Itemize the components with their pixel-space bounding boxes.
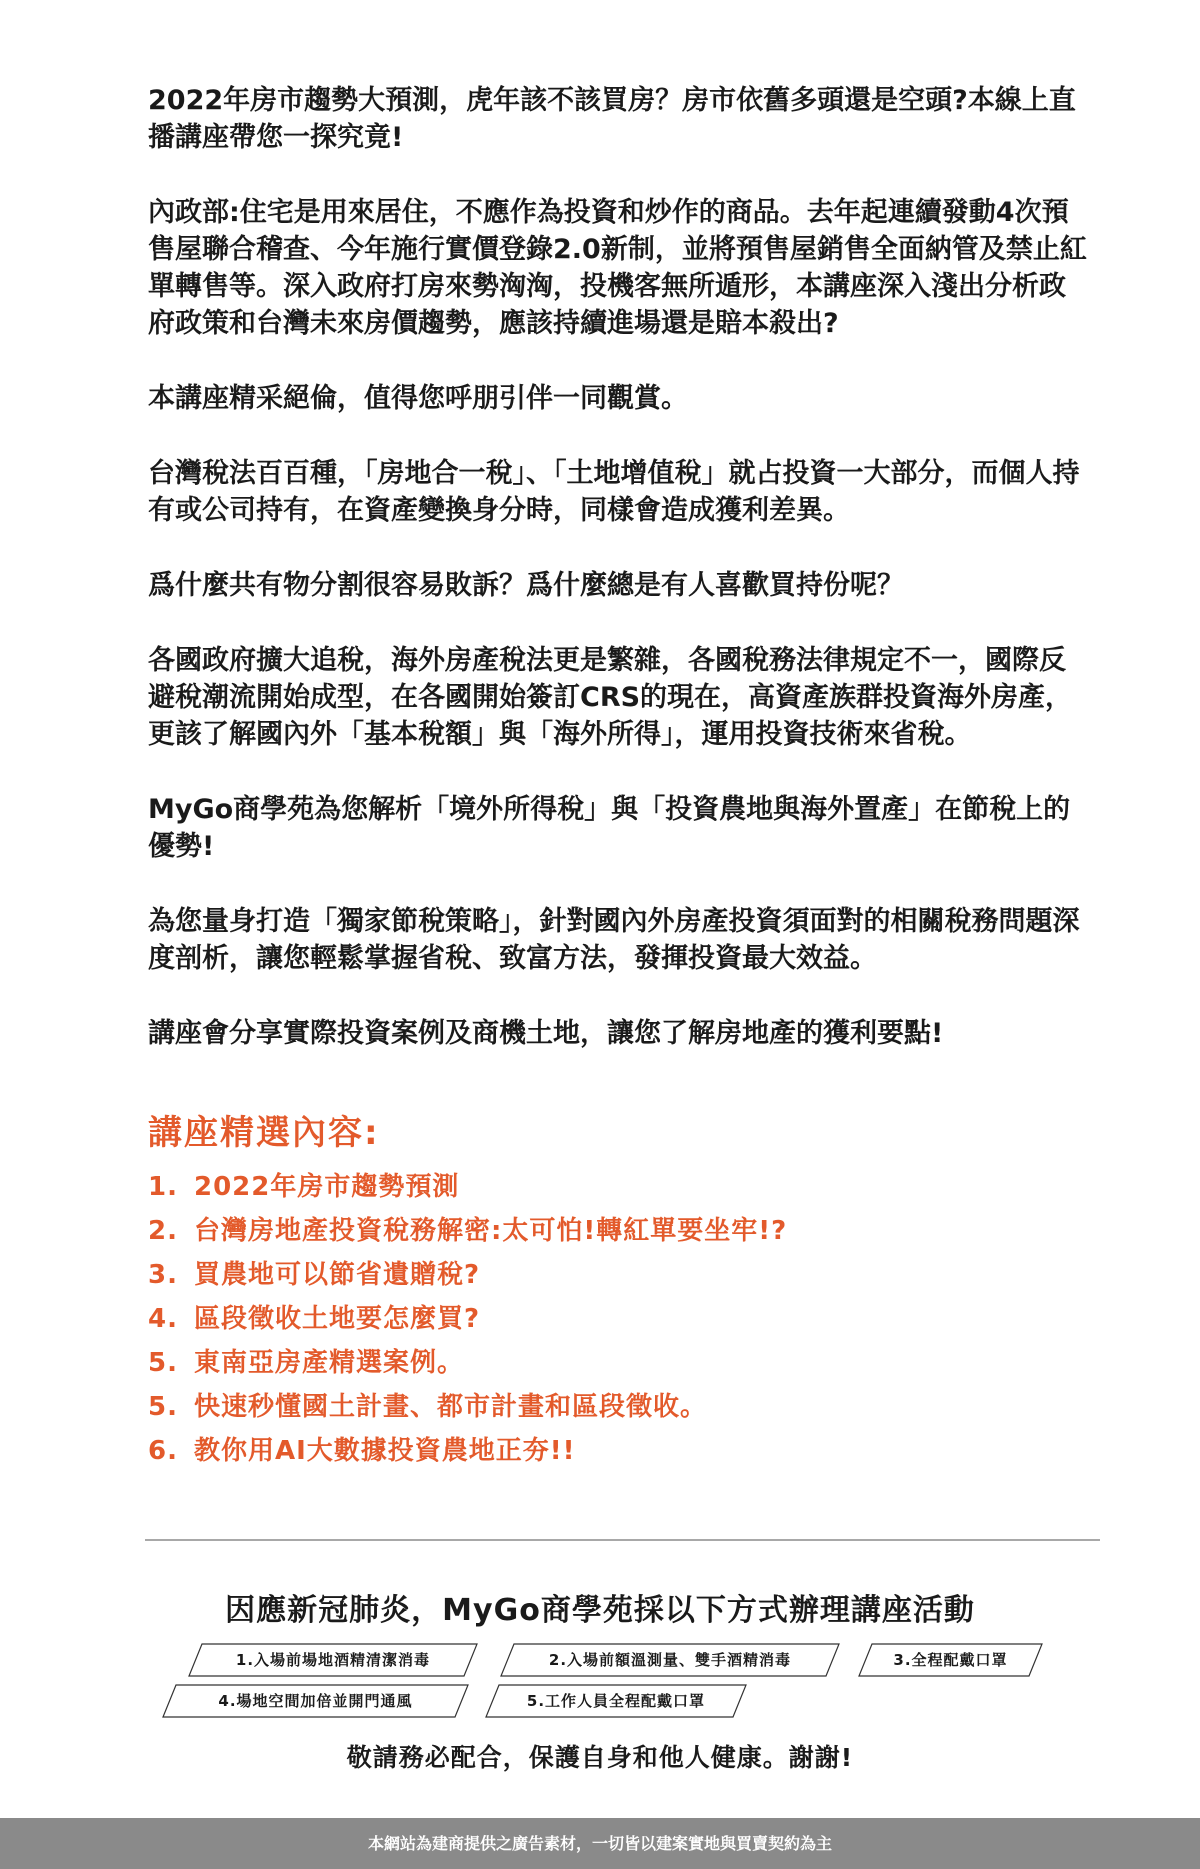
highlight-item — [148, 1165, 787, 1209]
article-body — [148, 82, 1088, 1090]
measure-text: 5.工作人員全程配戴口罩 — [526, 1692, 706, 1710]
measure-badge — [485, 1684, 747, 1718]
co-ownership-paragraph: 爲什麼共有物分割很容易敗訴？爲什麼總是有人喜歡買持份呢？ — [148, 570, 904, 601]
highlight-text: 教你用AI大數據投資農地正夯!! — [194, 1436, 576, 1466]
measure-badge — [858, 1643, 1043, 1677]
highlight-number: 3. — [148, 1260, 178, 1290]
highlight-text: 區段徵收土地要怎麼買? — [194, 1304, 481, 1334]
highlights-list — [148, 1165, 787, 1473]
measure-badge — [162, 1684, 469, 1718]
disclaimer-footer: 本網站為建商提供之廣告素材，一切皆以建案實地與買賣契約為主 — [0, 1818, 1200, 1869]
highlight-item — [148, 1209, 787, 1253]
highlight-number: 5. — [148, 1348, 178, 1378]
cases-paragraph: 講座會分享實際投資案例及商機土地，讓您了解房地產的獲利要點! — [148, 1018, 944, 1049]
highlight-text: 買農地可以節省遺贈稅? — [194, 1260, 481, 1290]
measure-text: 4.場地空間加倍並開門通風 — [218, 1692, 413, 1710]
highlight-item — [148, 1385, 787, 1429]
section-divider — [145, 1539, 1100, 1541]
measure-text: 2.入場前額溫測量、雙手酒精消毒 — [548, 1651, 792, 1669]
highlight-item — [148, 1253, 787, 1297]
overseas-tax-paragraph: 各國政府擴大追稅，海外房產稅法更是繁雜，各國稅務法律規定不一，國際反避稅潮流開始成型，在各國開始簽訂CRS的現在，高資產族群投資海外房產，更該了解國內外「基本稅額」與「海外所得」，運用投資技術來省稅。 — [148, 645, 1073, 750]
highlight-number: 1. — [148, 1172, 178, 1202]
measure-badge — [188, 1643, 478, 1677]
strategy-paragraph: 為您量身打造「獨家節稅策略」，針對國內外房產投資須面對的相關稅務問題深度剖析，讓您輕鬆掌握省稅、致富方法，發揮投資最大效益。 — [148, 906, 1080, 974]
intro-paragraph: 2022年房市趨勢大預測，虎年該不該買房？房市依舊多頭還是空頭?本線上直播講座帶您一探究竟! — [148, 85, 1076, 153]
highlight-text: 快速秒懂國土計畫、都市計畫和區段徵收。 — [194, 1392, 708, 1422]
closing-text: 敬請務必配合，保護自身和他人健康。謝謝! — [346, 1743, 854, 1772]
highlight-item — [148, 1297, 787, 1341]
mygo-paragraph: MyGo商學苑為您解析「境外所得稅」與「投資農地與海外置產」在節稅上的優勢! — [148, 794, 1071, 862]
highlight-text: 2022年房市趨勢預測 — [194, 1172, 460, 1202]
policy-paragraph: 內政部:住宅是用來居住，不應作為投資和炒作的商品。去年起連續發動4次預售屋聯合稽查、今年施行實價登錄2.0新制，並將預售屋銷售全面納管及禁止紅單轉售等。深入政府打房來勢洶洶，投機客無所遁形，本講座深入淺出分析政府政策和台灣未來房價趨勢，應該持續進場還是賠本殺出? — [148, 197, 1087, 339]
highlight-number: 2. — [148, 1216, 178, 1246]
highlight-item — [148, 1429, 787, 1473]
highlight-item — [148, 1341, 787, 1385]
highlight-number: 4. — [148, 1304, 178, 1334]
invite-paragraph: 本講座精采絕倫，值得您呼朋引伴一同觀賞。 — [148, 383, 688, 414]
measure-text: 3.全程配戴口罩 — [893, 1651, 1008, 1669]
highlight-number: 5. — [148, 1392, 178, 1422]
measure-badge — [500, 1643, 840, 1677]
highlight-text: 台灣房地產投資稅務解密:太可怕!轉紅單要坐牢!? — [194, 1216, 788, 1246]
highlight-text: 東南亞房產精選案例。 — [194, 1348, 465, 1378]
covid-title: 因應新冠肺炎，MyGo商學苑採以下方式辦理講座活動 — [225, 1593, 975, 1628]
tax-law-paragraph: 台灣稅法百百種，「房地合一稅」、「土地增值稅」就占投資一大部分，而個人持有或公司持有，在資產變換身分時，同樣會造成獲利差異。 — [148, 458, 1080, 526]
highlights-title: 講座精選內容: — [148, 1113, 380, 1153]
measure-text: 1.入場前場地酒精清潔消毒 — [235, 1651, 431, 1669]
highlight-number: 6. — [148, 1436, 178, 1466]
